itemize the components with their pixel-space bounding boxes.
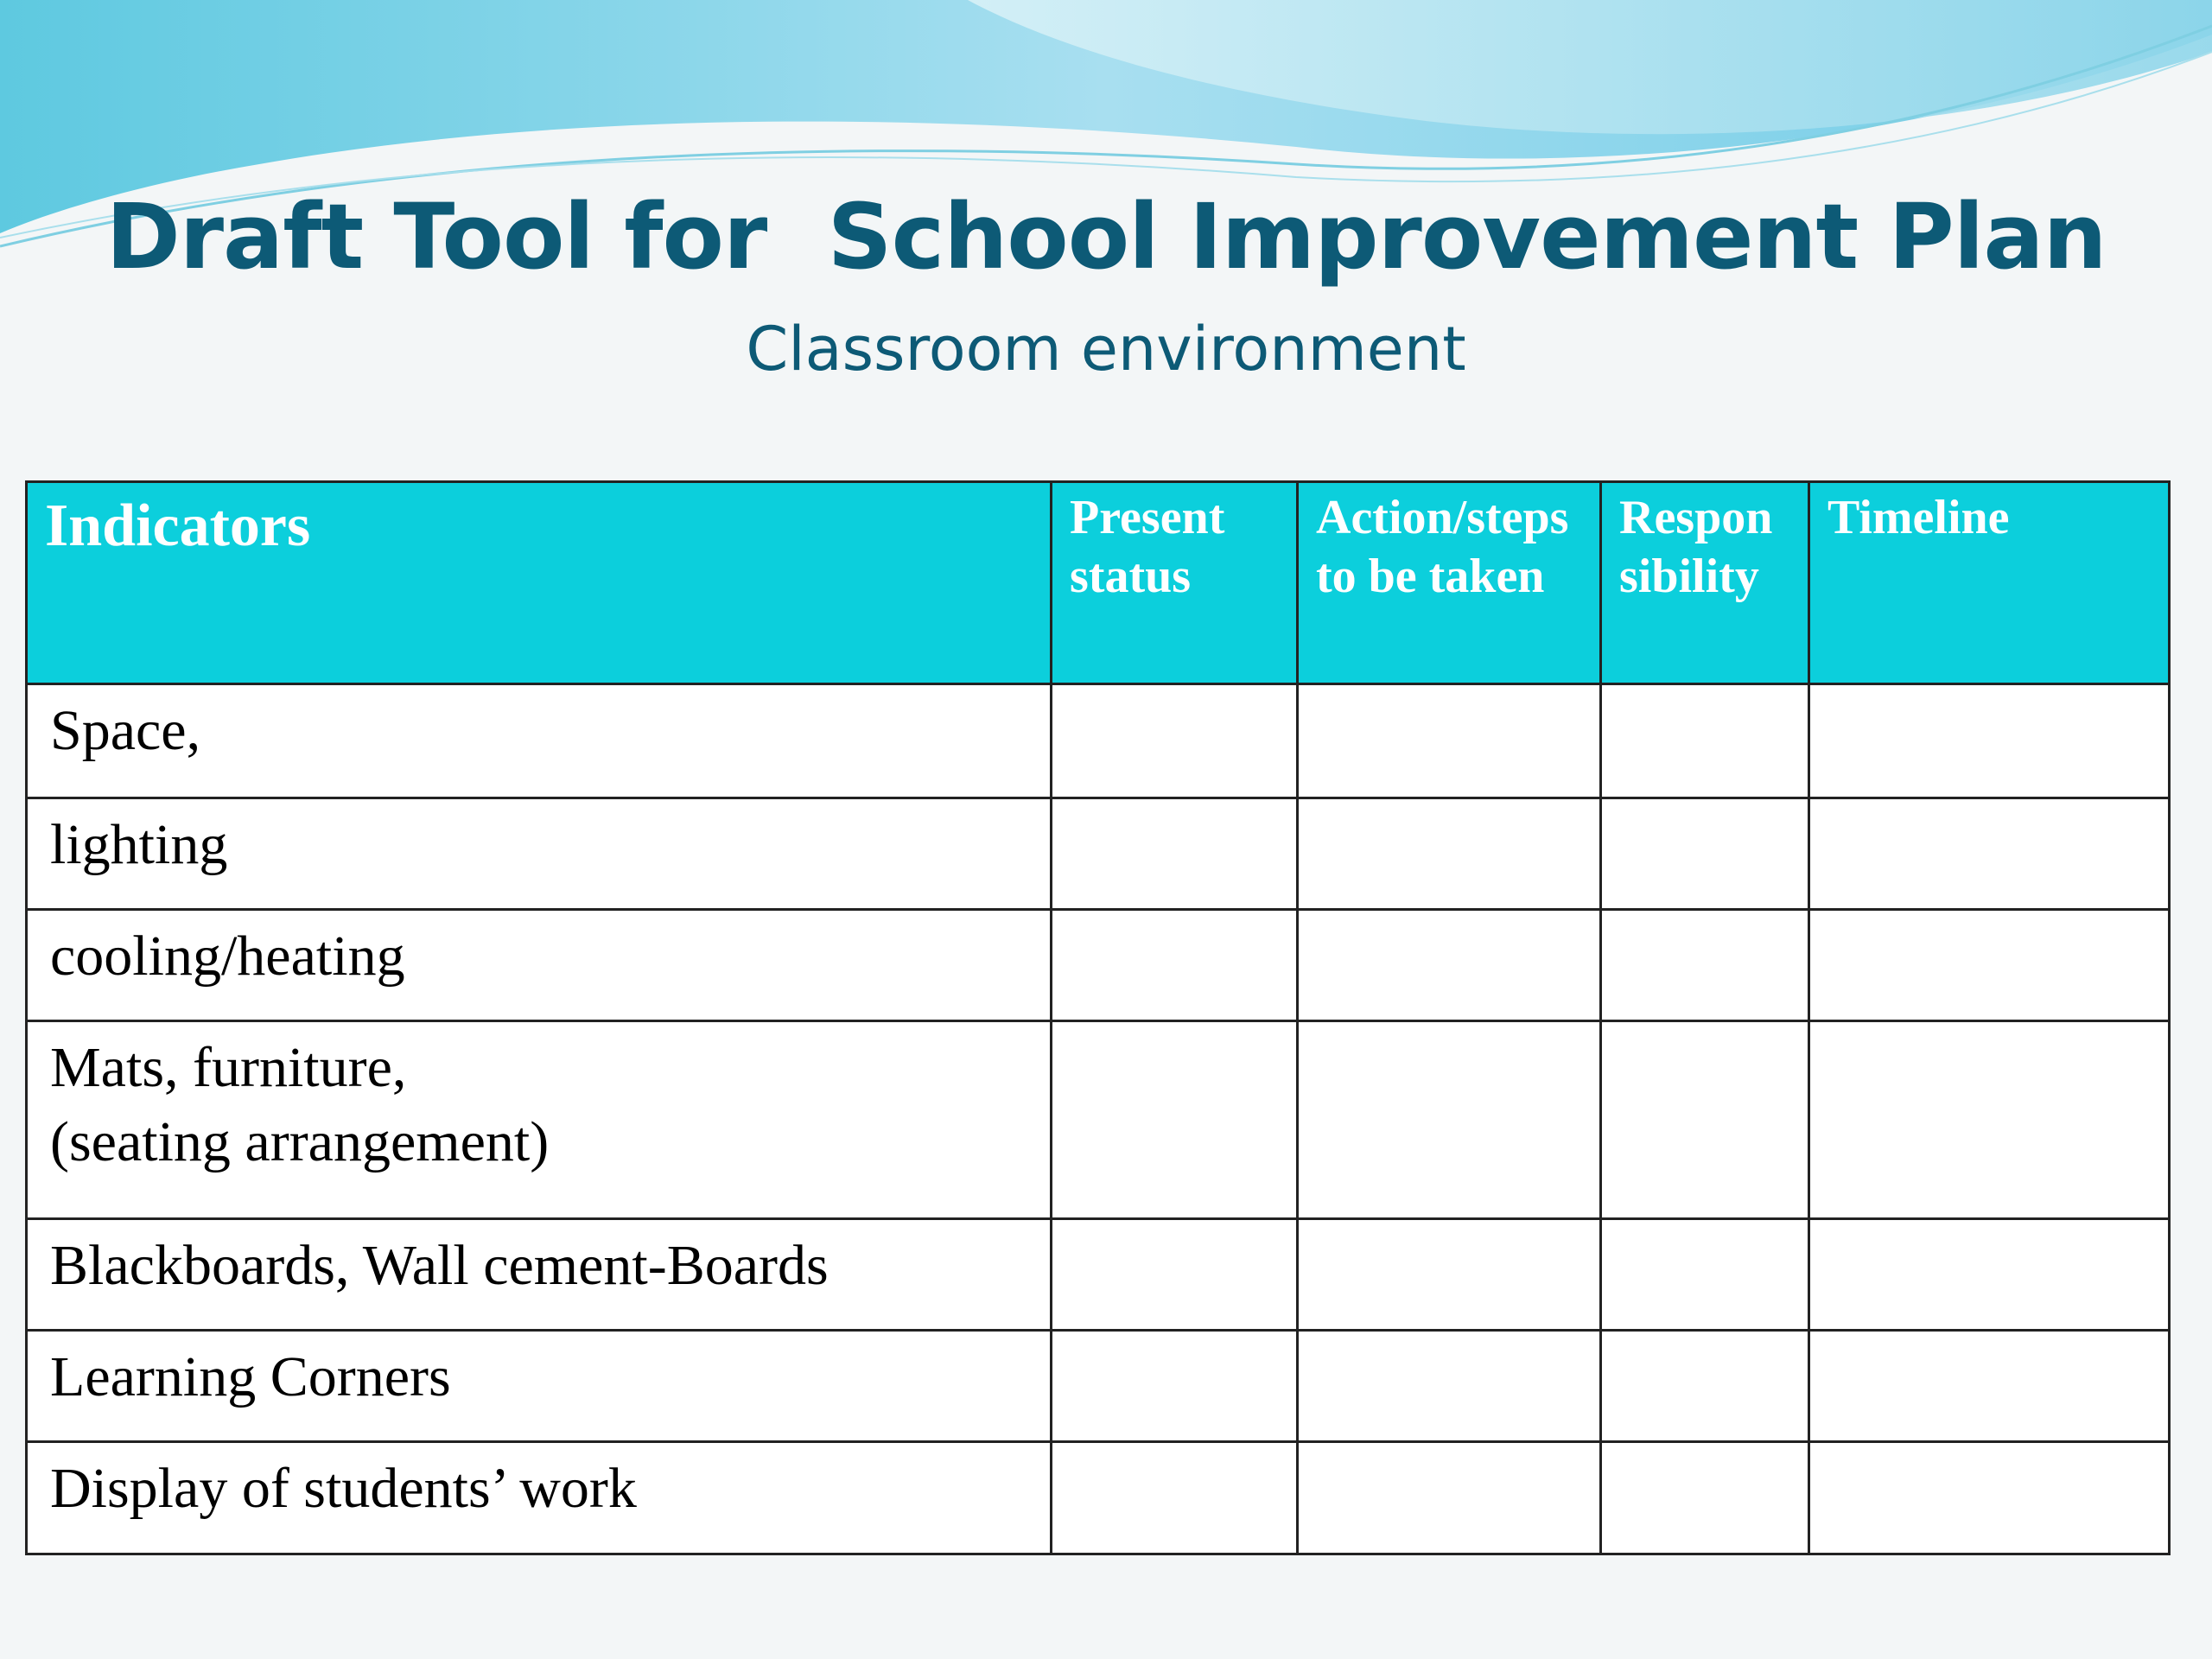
actions-cell[interactable] bbox=[1298, 798, 1601, 910]
present-status-cell[interactable] bbox=[1052, 798, 1298, 910]
present-status-cell[interactable] bbox=[1052, 1021, 1298, 1219]
header-indicators: Indicators bbox=[27, 482, 1052, 684]
indicator-cell: lighting bbox=[27, 798, 1052, 910]
actions-cell[interactable] bbox=[1298, 684, 1601, 798]
indicator-cell: Display of students’ work bbox=[27, 1442, 1052, 1554]
timeline-cell[interactable] bbox=[1809, 1331, 2170, 1442]
timeline-cell[interactable] bbox=[1809, 684, 2170, 798]
responsibility-cell[interactable] bbox=[1601, 798, 1809, 910]
responsibility-cell[interactable] bbox=[1601, 1331, 1809, 1442]
improvement-plan-table bbox=[25, 480, 2171, 1555]
present-status-cell[interactable] bbox=[1052, 1331, 1298, 1442]
header-row bbox=[27, 482, 2170, 684]
header-responsibility: Respon sibility bbox=[1601, 482, 1809, 684]
actions-cell[interactable] bbox=[1298, 1021, 1601, 1219]
timeline-cell[interactable] bbox=[1809, 1442, 2170, 1554]
header-present-status: Present status bbox=[1052, 482, 1298, 684]
table-row bbox=[27, 798, 2170, 910]
indicator-cell: Blackboards, Wall cement-Boards bbox=[27, 1219, 1052, 1331]
responsibility-cell[interactable] bbox=[1601, 910, 1809, 1021]
table-row bbox=[27, 1442, 2170, 1554]
table-row bbox=[27, 1331, 2170, 1442]
slide-subtitle: Classroom environment bbox=[746, 314, 1466, 385]
responsibility-cell[interactable] bbox=[1601, 1442, 1809, 1554]
indicator-cell: Space, bbox=[27, 684, 1052, 798]
present-status-cell[interactable] bbox=[1052, 910, 1298, 1021]
actions-cell[interactable] bbox=[1298, 910, 1601, 1021]
table-row bbox=[27, 910, 2170, 1021]
indicator-cell: Mats, furniture, (seating arrangement) bbox=[27, 1021, 1052, 1219]
present-status-cell[interactable] bbox=[1052, 1442, 1298, 1554]
actions-cell[interactable] bbox=[1298, 1442, 1601, 1554]
slide-title: Draft Tool for School Improvement Plan bbox=[105, 184, 2107, 289]
timeline-cell[interactable] bbox=[1809, 798, 2170, 910]
responsibility-cell[interactable] bbox=[1601, 684, 1809, 798]
responsibility-cell[interactable] bbox=[1601, 1021, 1809, 1219]
present-status-cell[interactable] bbox=[1052, 1219, 1298, 1331]
table-row bbox=[27, 684, 2170, 798]
indicator-cell: cooling/heating bbox=[27, 910, 1052, 1021]
actions-cell[interactable] bbox=[1298, 1331, 1601, 1442]
timeline-cell[interactable] bbox=[1809, 910, 2170, 1021]
header-actions: Action/steps to be taken bbox=[1298, 482, 1601, 684]
table-row bbox=[27, 1021, 2170, 1219]
timeline-cell[interactable] bbox=[1809, 1219, 2170, 1331]
responsibility-cell[interactable] bbox=[1601, 1219, 1809, 1331]
present-status-cell[interactable] bbox=[1052, 684, 1298, 798]
header-timeline: Timeline bbox=[1809, 482, 2170, 684]
indicator-cell: Learning Corners bbox=[27, 1331, 1052, 1442]
actions-cell[interactable] bbox=[1298, 1219, 1601, 1331]
table-row bbox=[27, 1219, 2170, 1331]
timeline-cell[interactable] bbox=[1809, 1021, 2170, 1219]
